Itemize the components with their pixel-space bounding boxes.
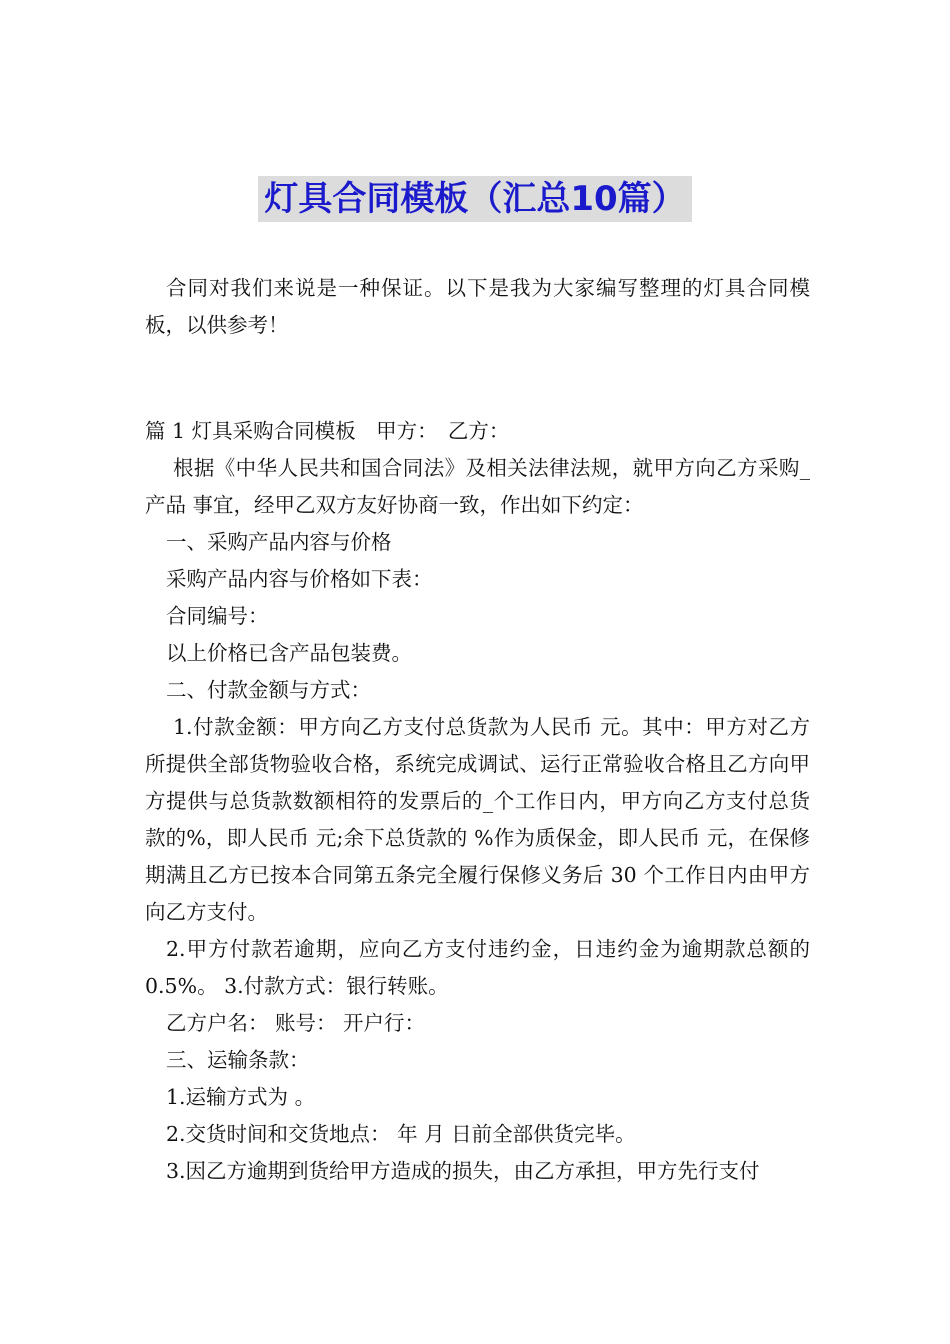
preamble-paragraph: 根据《中华人民共和国合同法》及相关法律法规，就甲方向乙方采购_产品 事宜，经甲乙双方友好协商一致，作出如下约定： (145, 456, 810, 517)
title-container (0, 176, 950, 222)
section-heading-1: 篇 1 灯具采购合同模板 甲方： 乙方： (145, 419, 510, 443)
account-info: 乙方户名： 账号： 开户行： (166, 1011, 426, 1035)
clause-text: 采购产品内容与价格如下表： (166, 567, 433, 591)
late-payment-paragraph: 2.甲方付款若逾期，应向乙方支付违约金，日违约金为逾期款总额的 0.5%。 3.付款方式：银行转账。 (145, 937, 810, 998)
clause-heading-1: 一、采购产品内容与价格 (166, 530, 392, 554)
transport-item: 3.因乙方逾期到货给甲方造成的损失，由乙方承担，甲方先行支付 (166, 1159, 760, 1183)
document-title: 灯具合同模板（汇总10篇） (258, 176, 691, 222)
clause-heading-3: 三、运输条款： (166, 1048, 310, 1072)
clause-text: 合同编号： (166, 604, 269, 628)
payment-amount-paragraph: 1.付款金额：甲方向乙方支付总货款为人民币 元。其中：甲方对乙方所提供全部货物验收合格，系统完成调试、运行正常验收合格且乙方向甲方提供与总货款数额相符的发票后的_个工作日内，甲方向乙方支付总货款的%，即人民币 元;余下总货款的 %作为质保金，即人民币 元，在保修期满且乙方已按本合同第五条完全履行保修义务后 30 个工作日内由甲方向乙方支付。 (145, 715, 810, 924)
contract-body (145, 413, 810, 1190)
clause-text: 以上价格已含产品包装费。 (166, 641, 412, 665)
transport-item: 2.交货时间和交货地点： 年 月 日前全部供货完毕。 (166, 1122, 636, 1146)
clause-heading-2: 二、付款金额与方式： (166, 678, 371, 702)
intro-section (145, 270, 810, 344)
intro-paragraph: 合同对我们来说是一种保证。以下是我为大家编写整理的灯具合同模板，以供参考！ (145, 276, 810, 337)
transport-item: 1.运输方式为 。 (166, 1085, 316, 1109)
